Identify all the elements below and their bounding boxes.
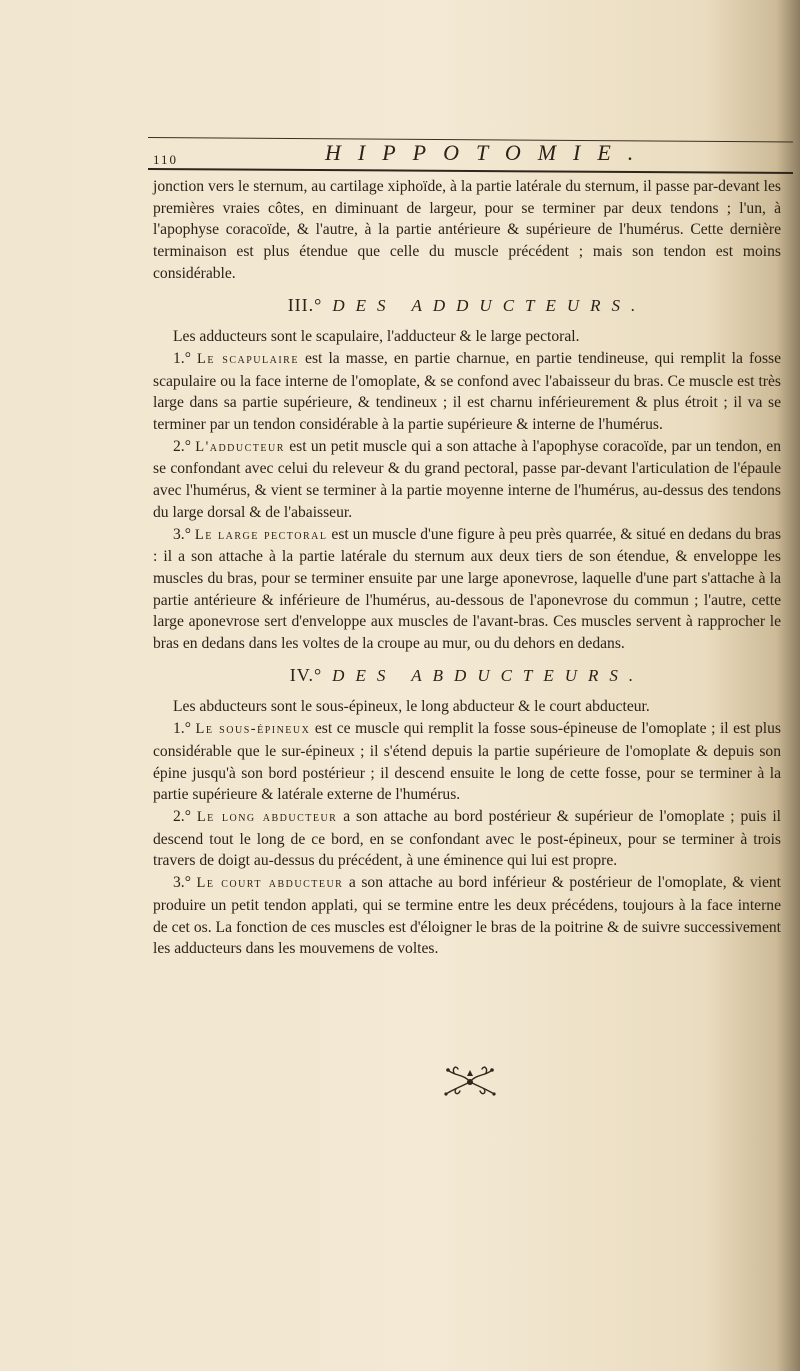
section-title: DES ABDUCTEURS. <box>332 665 645 685</box>
item-text: est ce muscle qui remplit la fosse sous-épineuse de l'omoplate ; il est plus considérable que le sur-épineux ; il s'étend depuis la partie supérieure de l'omoplate & depuis son épine jusqu'à son bord postérieur ; il descend ensuite le long de cette fosse, pour se terminer à la partie supérieure & latérale externe de l'humérus. <box>153 720 781 804</box>
item-number: 3.° <box>173 874 191 892</box>
section-number: IV.° <box>289 664 323 685</box>
item-number: 1.° <box>173 349 191 367</box>
list-item <box>153 524 781 655</box>
body-text <box>153 176 781 960</box>
list-item <box>153 806 781 872</box>
item-text: est la masse, en partie charnue, en partie tendineuse, qui remplit la fosse scapulaire ou la face interne de l'omoplate, & se confond avec l'abaisseur du bras. Ce muscle est très large dans sa partie supérieure, & tendineux ; il est charnu inférieurement & plus étroit ; il va se terminer par un tendon considérable à la partie supérieure & interne de l'humérus. <box>153 349 782 434</box>
muscle-name: Le sous-épineux <box>195 721 311 738</box>
section-intro: Les adducteurs sont le scapulaire, l'adducteur & le large pectoral. <box>173 328 580 346</box>
item-number: 1.° <box>173 720 191 738</box>
list-item <box>153 718 781 806</box>
item-text: est un muscle d'une figure à peu près quarrée, & situé en dedans du bras : il a son attache à la partie latérale du sternum aux deux tiers de son étendue, & enveloppe les muscles du bras, pour se terminer ensuite par une large aponevrose, laquelle d'une part s'attache à la partie antérieure & inférieure de l'humérus, au-dessous de l'aponevrose du commun ; l'autre, cette large aponevrose sert d'enveloppe aux muscles de l'avant-bras. Ces muscles servent à rapprocher le bras en dedans dans les voltes de la croupe au mur, ou du dehors en dedans. <box>153 525 782 653</box>
fleuron-ornament-icon <box>440 1060 500 1100</box>
page-number: 110 <box>153 152 179 167</box>
header-rule-bottom <box>148 168 793 174</box>
running-title: HIPPOTOMIE. <box>325 140 651 165</box>
section-intro: Les abducteurs sont le sous-épineux, le long abducteur & le court abducteur. <box>173 698 650 716</box>
item-number: 3.° <box>173 525 191 543</box>
list-item <box>153 436 781 524</box>
item-text: est un petit muscle qui a son attache à l'apophyse coracoïde, par un tendon, en se confondant avec celui du releveur & du grand pectoral, passe par-devant l'articulation de l'épaule avec l'humérus, & vient se terminer à la partie moyenne interne de l'humérus, au-dessus des tendons du large dorsal & de l'abaisseur. <box>153 437 781 521</box>
item-number: 2.° <box>173 437 191 455</box>
muscle-name: Le long abducteur <box>196 808 338 825</box>
section-heading-abducteurs <box>153 665 781 687</box>
item-number: 2.° <box>173 807 191 825</box>
section-heading-adducteurs <box>153 295 781 317</box>
muscle-name: Le large pectoral <box>194 526 328 543</box>
item-text: a son attache au bord inférieur & postérieur de l'omoplate, & vient produire un petit tendon applati, qui se termine entre les deux précédens, toujours à la face interne de cet os. La fonction de ces muscles est d'éloigner le bras de la poitrine & de suivre successivement les adducteurs dans les mouvemens de voltes. <box>153 874 781 958</box>
muscle-name: L'adducteur <box>195 438 285 455</box>
muscle-name: Le court abducteur <box>196 875 344 892</box>
opening-paragraph: jonction vers le sternum, au cartilage xiphoïde, à la partie latérale du sternum, il passe par-devant les premières vraies côtes, en diminuant de largeur, pour se terminer par deux tendons ; l'un, à l'apophyse coracoïde, & l'autre, à la partie antérieure & supérieure de l'humérus. Cette dernière terminaison est plus étendue que celle du muscle précédent ; mais son tendon est moins considérable. <box>153 178 781 282</box>
list-item <box>153 348 781 436</box>
section-number: III.° <box>287 294 323 315</box>
muscle-name: Le scapulaire <box>197 350 299 367</box>
item-text: a son attache au bord postérieur & supérieur de l'omoplate ; puis il descend tout le long de ce bord, en se confondant avec le post-épineux, pour se terminer à trois travers de doigt au-dessus du précédent, à une éminence qui lui est propre. <box>153 807 782 870</box>
section-title: DES ADDUCTEURS. <box>332 295 647 315</box>
list-item <box>153 872 781 960</box>
